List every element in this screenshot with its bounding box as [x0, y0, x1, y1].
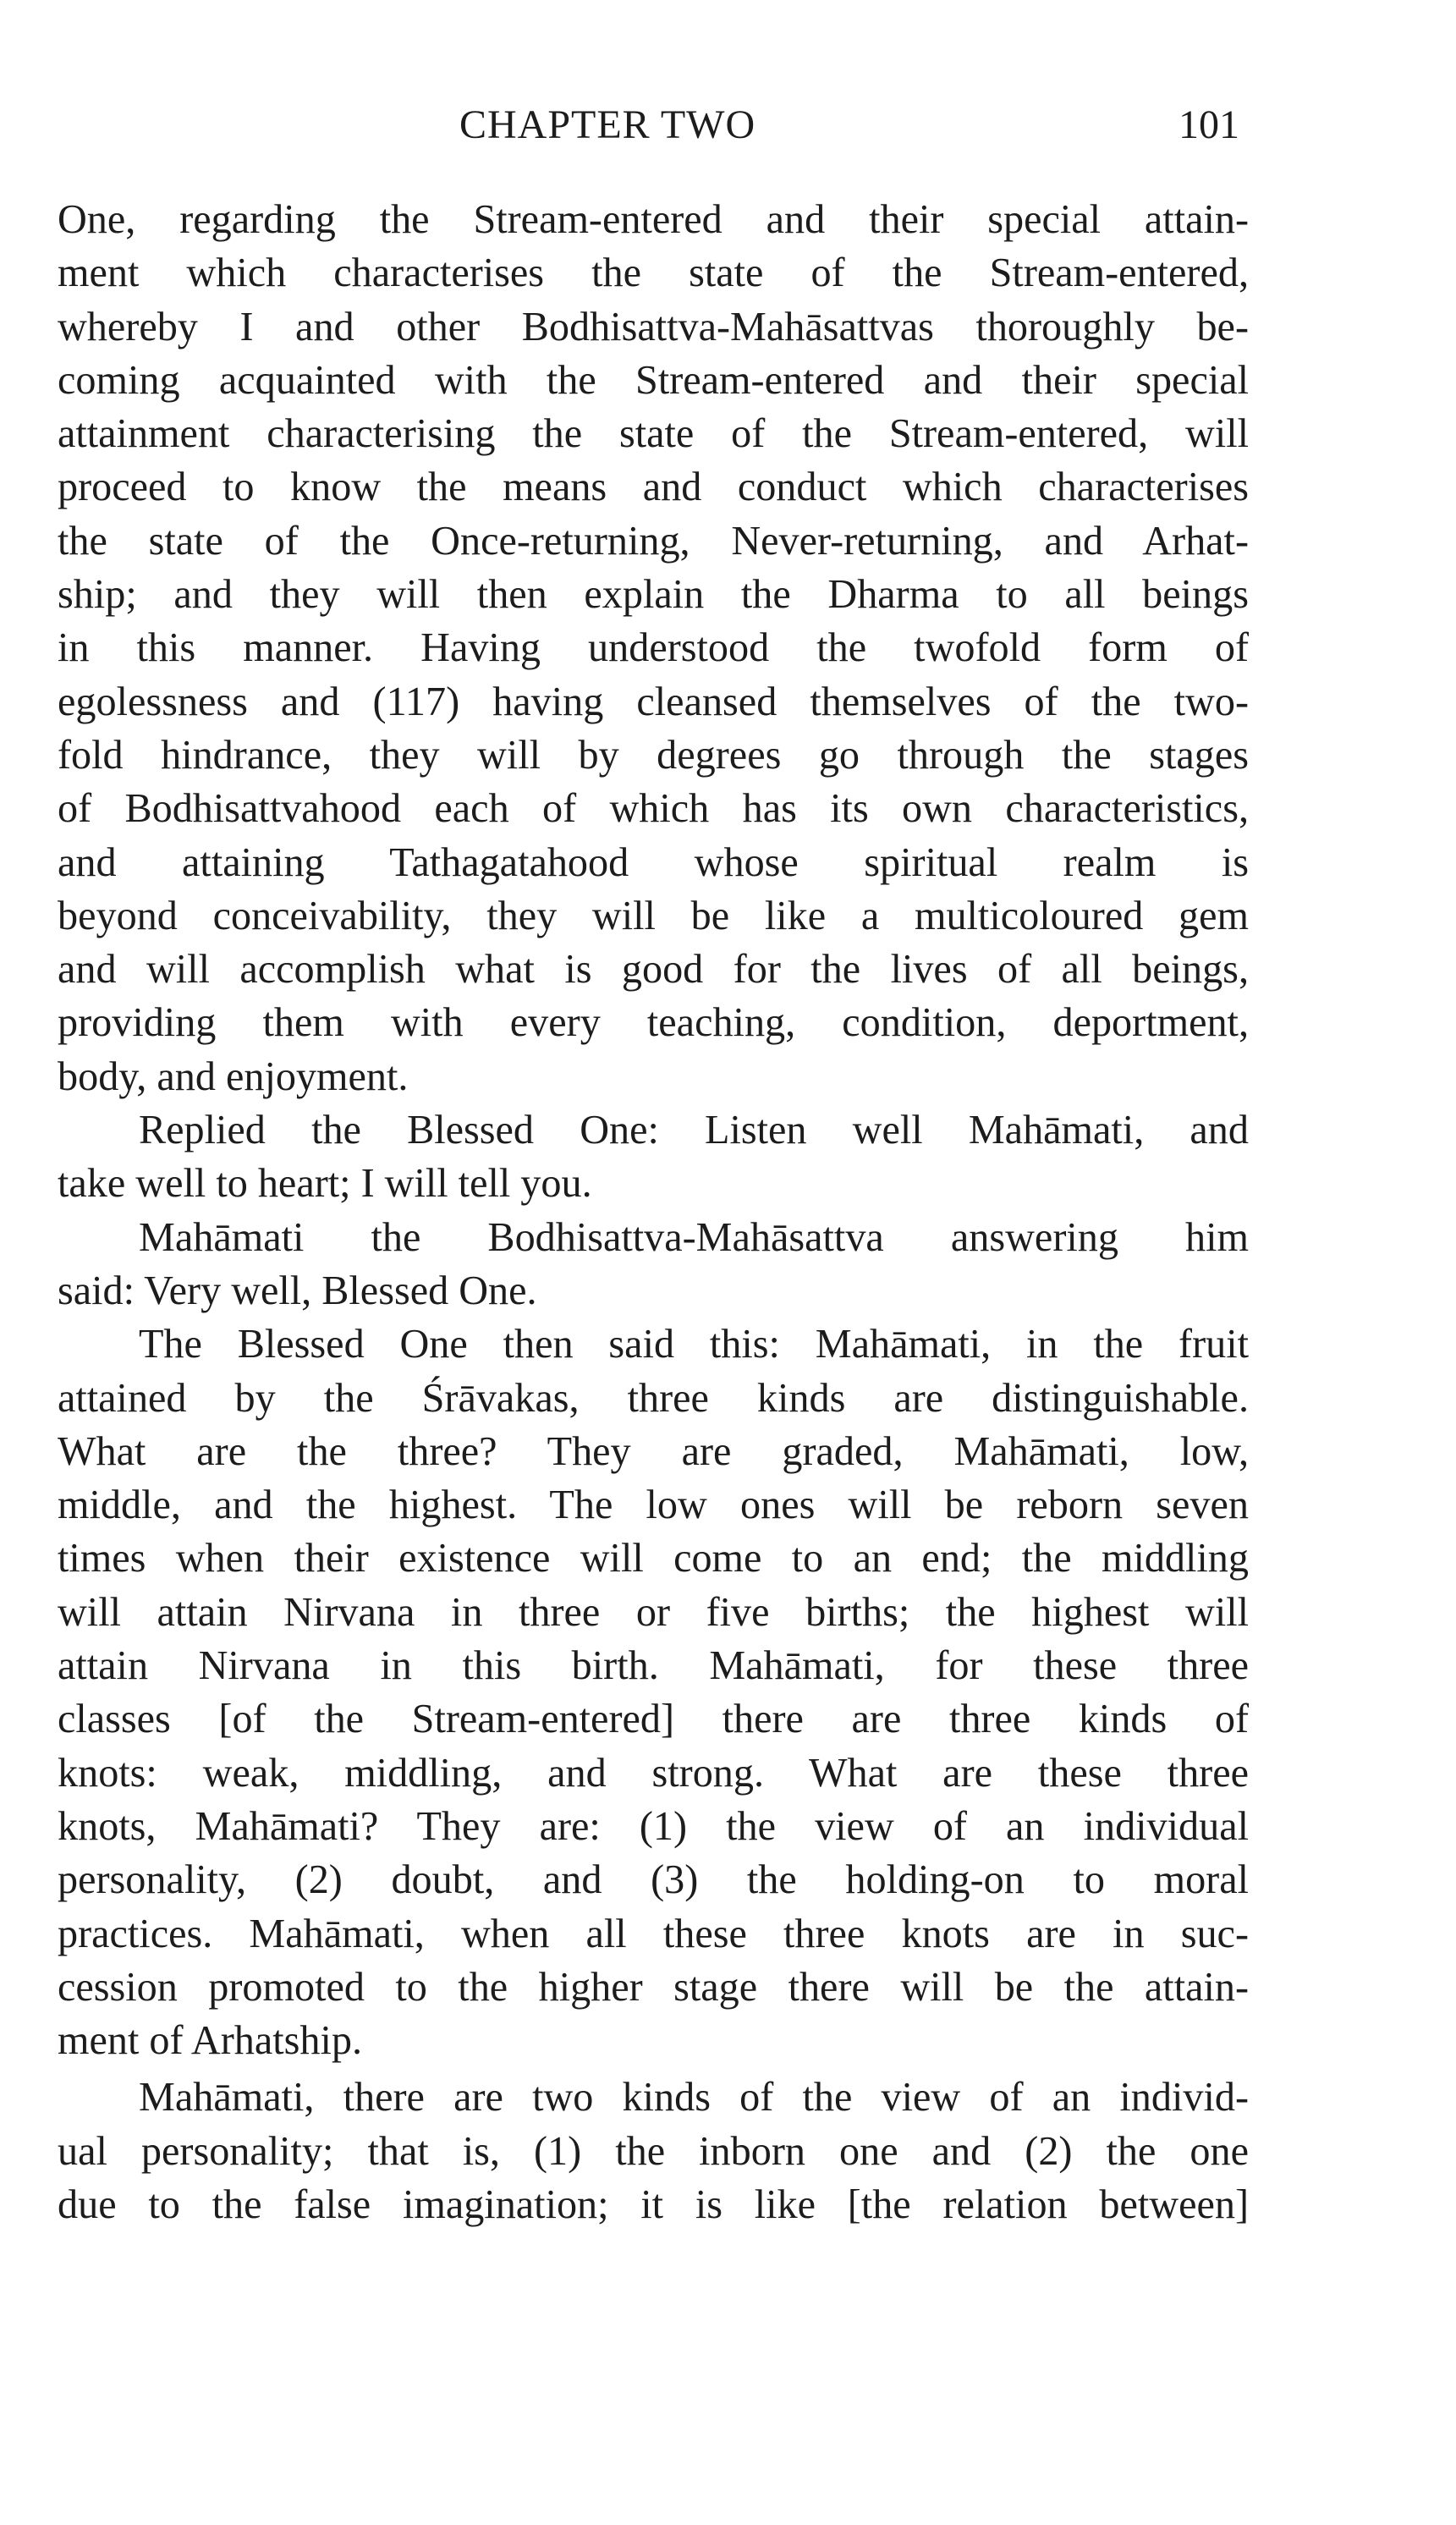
text-line: personality, (2) doubt, and (3) the holding-on to moral — [58, 1857, 1249, 1903]
text-line: attain Nirvana in this birth. Mahāmati, for these three — [58, 1643, 1249, 1689]
text-line: practices. Mahāmati, when all these three knots are in suc- — [58, 1911, 1249, 1956]
paragraph — [58, 1318, 1249, 2067]
text-line: Mahāmati the Bodhisattva-Mahāsattva answering him — [139, 1214, 1249, 1260]
text-line: proceed to know the means and conduct which characterises — [58, 465, 1249, 510]
page-number: 101 — [1179, 102, 1239, 147]
text-line: the state of the Once-returning, Never-returning, and Arhat- — [58, 518, 1249, 564]
text-line: attainment characterising the state of the Stream-entered, will — [58, 411, 1249, 457]
text-line: and attaining Tathagatahood whose spiritual realm is — [58, 839, 1249, 885]
text-line: body, and enjoyment. — [58, 1053, 409, 1099]
text-line: coming acquainted with the Stream-entered and their special — [58, 357, 1249, 403]
text-line: cession promoted to the higher stage there will be the attain- — [58, 1964, 1249, 2010]
text-line: beyond conceivability, they will be like a multicoloured gem — [58, 893, 1249, 938]
text-line: whereby I and other Bodhisattva-Mahāsattvas thoroughly be- — [58, 304, 1249, 349]
text-line: and will accomplish what is good for the lives of all beings, — [58, 947, 1249, 993]
text-line: attained by the Śrāvakas, three kinds are distinguishable. — [58, 1375, 1249, 1421]
paragraph — [58, 2071, 1249, 2231]
text-line: What are the three? They are graded, Mahāmati, low, — [58, 1428, 1249, 1474]
text-line: middle, and the highest. The low ones will be reborn seven — [58, 1483, 1249, 1528]
text-line: Mahāmati, there are two kinds of the view of an individ- — [139, 2075, 1249, 2121]
running-head — [58, 100, 1242, 151]
text-line: ment which characterises the state of the Stream-entered, — [58, 250, 1249, 296]
text-line: The Blessed One then said this: Mahāmati, in the fruit — [139, 1322, 1249, 1367]
text-line: knots, Mahāmati? They are: (1) the view of an individual — [58, 1803, 1249, 1849]
text-line: in this manner. Having understood the twofold form of — [58, 625, 1249, 671]
paragraph — [58, 193, 1249, 1103]
text-line: times when their existence will come to an end; the middling — [58, 1536, 1249, 1582]
text-line: ship; and they will then explain the Dharma to all beings — [58, 572, 1249, 618]
text-line: said: Very well, Blessed One. — [58, 1268, 537, 1313]
text-line: ual personality; that is, (1) the inborn one and (2) the one — [58, 2128, 1249, 2174]
chapter-title: CHAPTER TWO — [459, 102, 756, 147]
text-line: fold hindrance, they will by degrees go through the stages — [58, 732, 1249, 778]
text-line: providing them with every teaching, condition, deportment, — [58, 1000, 1249, 1046]
text-line: classes [of the Stream-entered] there are three kinds of — [58, 1697, 1249, 1742]
body-text — [58, 193, 1249, 2231]
paragraph — [58, 1211, 1249, 1318]
text-line: take well to heart; I will tell you. — [58, 1161, 592, 1207]
text-line: ment of Arhatship. — [58, 2018, 363, 2064]
text-line: Replied the Blessed One: Listen well Mahāmati, and — [139, 1108, 1249, 1153]
paragraph — [58, 1103, 1249, 1211]
text-line: egolessness and (117) having cleansed themselves of the two- — [58, 679, 1249, 724]
text-line: will attain Nirvana in three or five births; the highest will — [58, 1589, 1249, 1635]
text-line: knots: weak, middling, and strong. What are these three — [58, 1750, 1249, 1796]
text-line: due to the false imagination; it is like [the relation between] — [58, 2181, 1249, 2227]
text-line: of Bodhisattvahood each of which has its own characteristics, — [58, 786, 1249, 832]
text-line: One, regarding the Stream-entered and their special attain- — [58, 197, 1249, 242]
